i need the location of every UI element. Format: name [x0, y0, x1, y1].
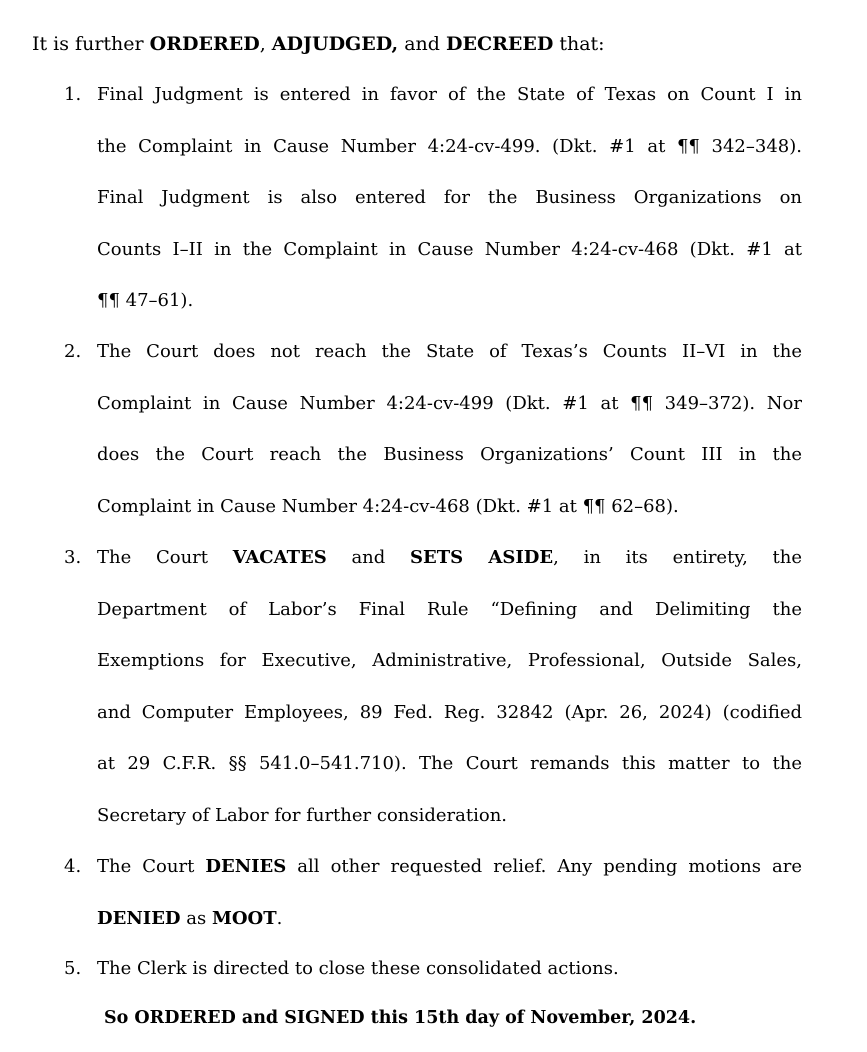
item-line: Complaint in Cause Number 4:24-cv-468 (Dkt. #1 at ¶¶ 62–68). — [97, 495, 679, 517]
sets-aside-keyword: SETS ASIDE — [410, 547, 554, 568]
item-text — [97, 69, 802, 327]
signature-line: So ORDERED and SIGNED this 15th day of November, 2024. — [104, 1008, 697, 1028]
order-intro — [32, 31, 605, 57]
item-number: 5. — [64, 958, 82, 979]
item-line: Counts I–II in the Complaint in Cause Number 4:24-cv-468 (Dkt. #1 at — [97, 238, 802, 260]
item-line: does the Court reach the Business Organizations’ Count III in the — [97, 444, 802, 465]
item-line — [97, 893, 802, 945]
intro-tail: that: — [553, 33, 605, 55]
moot-keyword: MOOT — [211, 907, 277, 929]
item-line: Department of Labor’s Final Rule “Defining and Delimiting the — [97, 598, 802, 620]
line-text: as — [180, 907, 212, 929]
intro-adjudged: ADJUDGED, — [271, 33, 399, 55]
item-line: The Court does not reach the State of Texas’s Counts II–VI in the — [97, 341, 802, 362]
item-text — [97, 532, 802, 841]
item-number: 4. — [64, 856, 82, 877]
item-line — [97, 532, 802, 584]
item-line: ¶¶ 47–61). — [97, 290, 194, 311]
item-number: 3. — [64, 547, 82, 568]
line-text: and — [326, 547, 411, 568]
item-line: Final Judgment is also entered for the Business Organizations on — [97, 187, 802, 208]
item-number: 1. — [64, 84, 82, 105]
intro-ordered: ORDERED — [149, 33, 260, 55]
line-text: all other requested relief. Any pending motions are — [286, 856, 802, 877]
item-number: 2. — [64, 341, 82, 362]
intro-decreed: DECREED — [446, 33, 554, 55]
item-line — [97, 841, 802, 893]
item-line: Exemptions for Executive, Administrative, Professional, Outside Sales, — [97, 650, 802, 671]
item-text — [97, 841, 802, 944]
line-text: The Court — [97, 856, 206, 877]
intro-sep2: and — [398, 33, 446, 55]
denies-keyword: DENIES — [205, 856, 287, 877]
item-line: The Clerk is directed to close these consolidated actions. — [97, 958, 619, 979]
item-line: the Complaint in Cause Number 4:24-cv-499. (Dkt. #1 at ¶¶ 342–348). — [97, 135, 802, 157]
item-line: and Computer Employees, 89 Fed. Reg. 32842 (Apr. 26, 2024) (codified — [97, 701, 802, 723]
item-line: Secretary of Labor for further consideration. — [97, 804, 508, 826]
vacates-keyword: VACATES — [232, 547, 327, 568]
item-text — [97, 326, 802, 532]
item-line: at 29 C.F.R. §§ 541.0–541.710). The Court remands this matter to the — [97, 753, 802, 774]
item-line: Final Judgment is entered in favor of the State of Texas on Count I in — [97, 84, 802, 105]
denied-keyword: DENIED — [97, 907, 181, 929]
line-text: The Court — [97, 547, 233, 568]
intro-sep1: , — [259, 33, 272, 55]
line-text: , in its entirety, the — [553, 547, 802, 568]
line-text: . — [276, 907, 283, 929]
intro-lead: It is further — [32, 33, 150, 55]
item-line: Complaint in Cause Number 4:24-cv-499 (Dkt. #1 at ¶¶ 349–372). Nor — [97, 392, 802, 414]
item-text — [97, 943, 802, 995]
